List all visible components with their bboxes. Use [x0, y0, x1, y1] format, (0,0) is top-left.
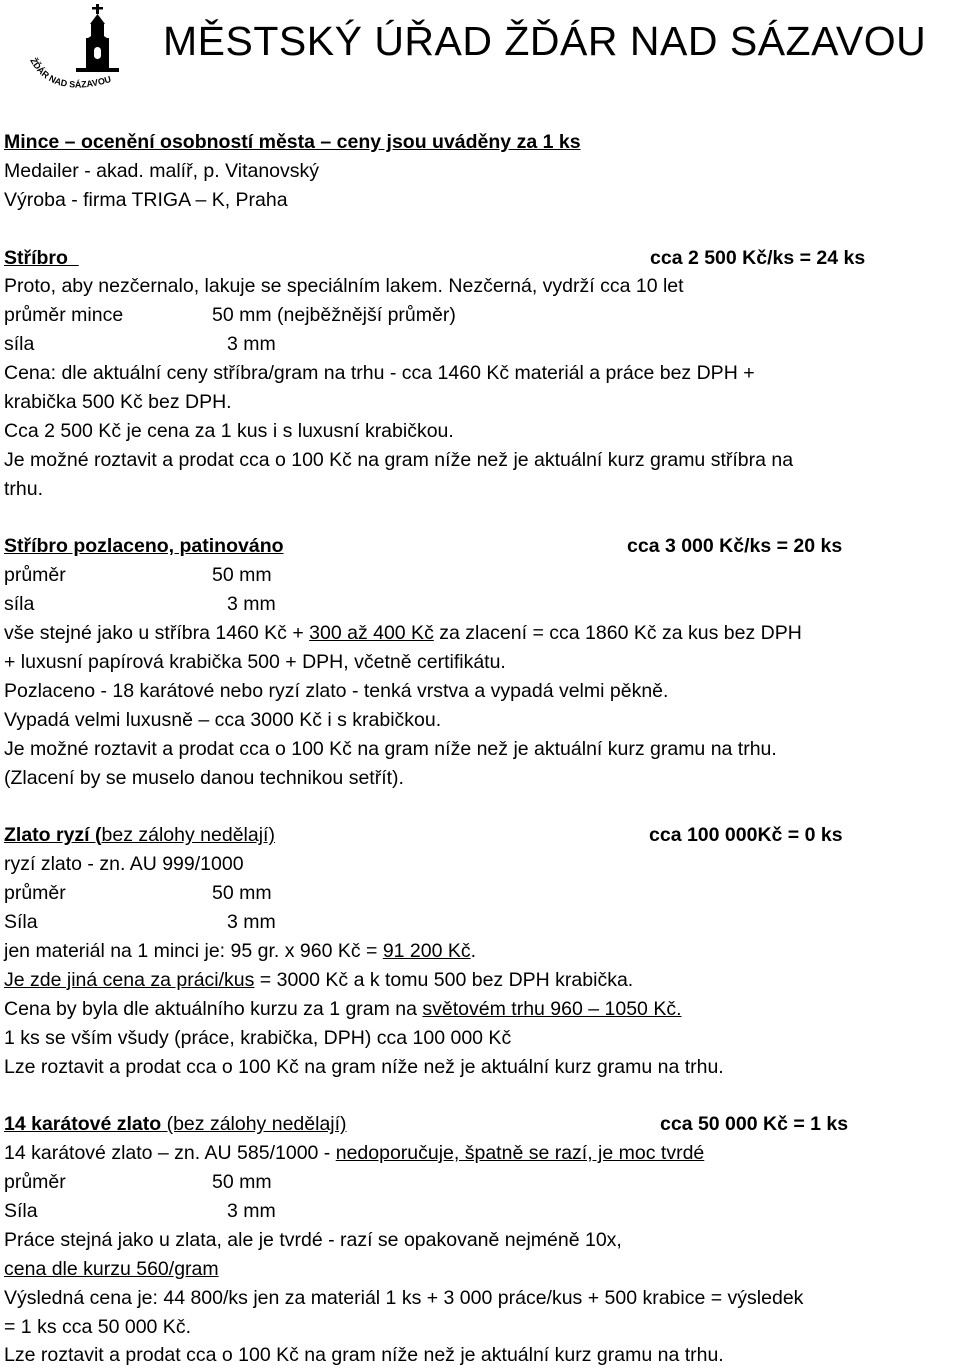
sila-value: 3 mm [227, 593, 276, 616]
pozlaceno-line-2: + luxusní papírová krabička 500 + DPH, včetně certifikátu. [4, 651, 506, 674]
karat14-heading-note: (bez zálohy nedělají) [161, 1113, 347, 1136]
karat14-line-6: Lze roztavit a prodat cca o 100 Kč na gram níže než je aktuální kurz gramu na trhu. [4, 1344, 724, 1367]
intro-title: Mince – ocenění osobností města – ceny jsou uváděny za 1 ks [4, 131, 581, 153]
pozlaceno-heading-row [4, 532, 944, 561]
prumer-value: 50 mm [212, 1171, 272, 1194]
page-header [0, 0, 960, 105]
pozlaceno-line-4: Vypadá velmi luxusně – cca 3000 Kč i s krabičkou. [4, 708, 442, 731]
stribro-cena-2: krabička 500 Kč bez DPH. [4, 391, 232, 414]
vyroba-line: Výroba - firma TRIGA – K, Praha [4, 188, 288, 211]
zlato-line-6: Lze roztavit a prodat cca o 100 Kč na gram níže než je aktuální kurz gramu na trhu. [4, 1055, 724, 1078]
zlato-line-4: Cena by byla dle aktuálního kurzu za 1 gram na světovém trhu 960 – 1050 Kč. [4, 997, 682, 1020]
pozlaceno-heading: Stříbro pozlaceno, patinováno [4, 535, 284, 558]
zlato-heading-note: bez zálohy nedělají) [101, 824, 275, 847]
pozlaceno-sila-row [4, 590, 944, 619]
zlato-prumer-row [4, 879, 944, 908]
zlato-line-5: 1 ks se vším všudy (práce, krabička, DPH) cca 100 000 Kč [4, 1026, 512, 1049]
karat14-line-5: = 1 ks cca 50 000 Kč. [4, 1315, 191, 1338]
spacer [4, 1081, 944, 1110]
karat14-prumer-row [4, 1168, 944, 1197]
stribro-roztavit-1: Je možné roztavit a prodat cca o 100 Kč na gram níže než je aktuální kurz gramu stříbra na [4, 448, 794, 471]
stribro-roztavit-2: trhu. [4, 477, 44, 500]
zlato-sila-row [4, 908, 944, 937]
zlato-line-1: ryzí zlato - zn. AU 999/1000 [4, 853, 244, 876]
prumer-value: 50 mm [212, 882, 272, 905]
prumer-label: průměr [4, 1171, 66, 1194]
pozlaceno-price: cca 3 000 Kč/ks = 20 ks [627, 535, 843, 558]
pozlaceno-line-3: Pozlaceno - 18 karátové nebo ryzí zlato - tenká vrstva a vypadá velmi pěkně. [4, 679, 669, 702]
sila-value: 3 mm [227, 1199, 276, 1222]
stribro-sila-row [4, 330, 944, 359]
stribro-heading-row [4, 244, 944, 273]
town-logo-icon [22, 2, 132, 102]
pozlaceno-prumer-row [4, 561, 944, 590]
organization-title: MĚSTSKÝ ÚŘAD ŽĎÁR NAD SÁZAVOU [163, 18, 927, 64]
zlato-heading-row [4, 821, 944, 850]
stribro-price: cca 2 500 Kč/ks = 24 ks [650, 246, 866, 269]
karat14-heading-row [4, 1110, 944, 1139]
sila-label: Síla [4, 911, 38, 934]
zlato-line-3: Je zde jiná cena za práci/kus = 3000 Kč a k tomu 500 bez DPH krabička. [4, 968, 634, 991]
pozlaceno-line-5: Je možné roztavit a prodat cca o 100 Kč na gram níže než je aktuální kurz gramu na trhu. [4, 737, 777, 760]
pozlaceno-line-6: (Zlacení by se muselo danou technikou setřít). [4, 766, 404, 789]
karat14-line-1: 14 karátové zlato – zn. AU 585/1000 - nedoporučuje, špatně se razí, je moc tvrdé [4, 1142, 705, 1165]
spacer [4, 792, 944, 821]
logo-text: ŽĎÁR NAD SÁZAVOU [28, 56, 113, 90]
prumer-label: průměr [4, 882, 66, 905]
prumer-label: průměr [4, 564, 66, 587]
stribro-cena-1: Cena: dle aktuální ceny stříbra/gram na trhu - cca 1460 Kč materiál a práce bez DPH + [4, 362, 755, 385]
karat14-line-3: cena dle kurzu 560/gram [4, 1257, 219, 1280]
karat14-line-2: Práce stejná jako u zlata, ale je tvrdé - razí se opakovaně nejméně 10x, [4, 1228, 622, 1251]
stribro-prumer-row [4, 301, 944, 330]
karat14-price: cca 50 000 Kč = 1 ks [660, 1113, 849, 1136]
medailer-line: Medailer - akad. malíř, p. Vitanovský [4, 159, 320, 182]
sila-value: 3 mm [227, 911, 276, 934]
zlato-price: cca 100 000Kč = 0 ks [649, 824, 843, 847]
sila-label: síla [4, 333, 35, 356]
stribro-cena-3: Cca 2 500 Kč je cena za 1 kus i s luxusní krabičkou. [4, 419, 454, 442]
spacer [4, 504, 944, 533]
sila-value: 3 mm [227, 333, 276, 356]
stribro-line-1: Proto, aby nezčernalo, lakuje se speciálním lakem. Nezčerná, vydrží cca 10 let [4, 275, 684, 298]
sila-label: síla [4, 593, 35, 616]
prumer-value: 50 mm (nejběžnější průměr) [212, 304, 456, 327]
document-body [4, 128, 944, 1370]
stribro-heading: Stříbro [4, 246, 68, 269]
prumer-label: průměr mince [4, 304, 124, 327]
spacer [4, 215, 944, 244]
prumer-value: 50 mm [212, 564, 272, 587]
sila-label: Síla [4, 1199, 38, 1222]
zlato-heading: Zlato ryzí ( [4, 824, 102, 847]
karat14-line-4: Výsledná cena je: 44 800/ks jen za materiál 1 ks + 3 000 práce/kus + 500 krabice = výsledek [4, 1286, 804, 1309]
karat14-heading: 14 karátové zlato [4, 1113, 162, 1136]
karat14-sila-row [4, 1197, 944, 1226]
zlato-line-2: jen materiál na 1 minci je: 95 gr. x 960 Kč = 91 200 Kč. [4, 939, 477, 962]
pozlaceno-line-1: vše stejné jako u stříbra 1460 Kč + 300 až 400 Kč za zlacení = cca 1860 Kč za kus bez DPH [4, 622, 802, 645]
